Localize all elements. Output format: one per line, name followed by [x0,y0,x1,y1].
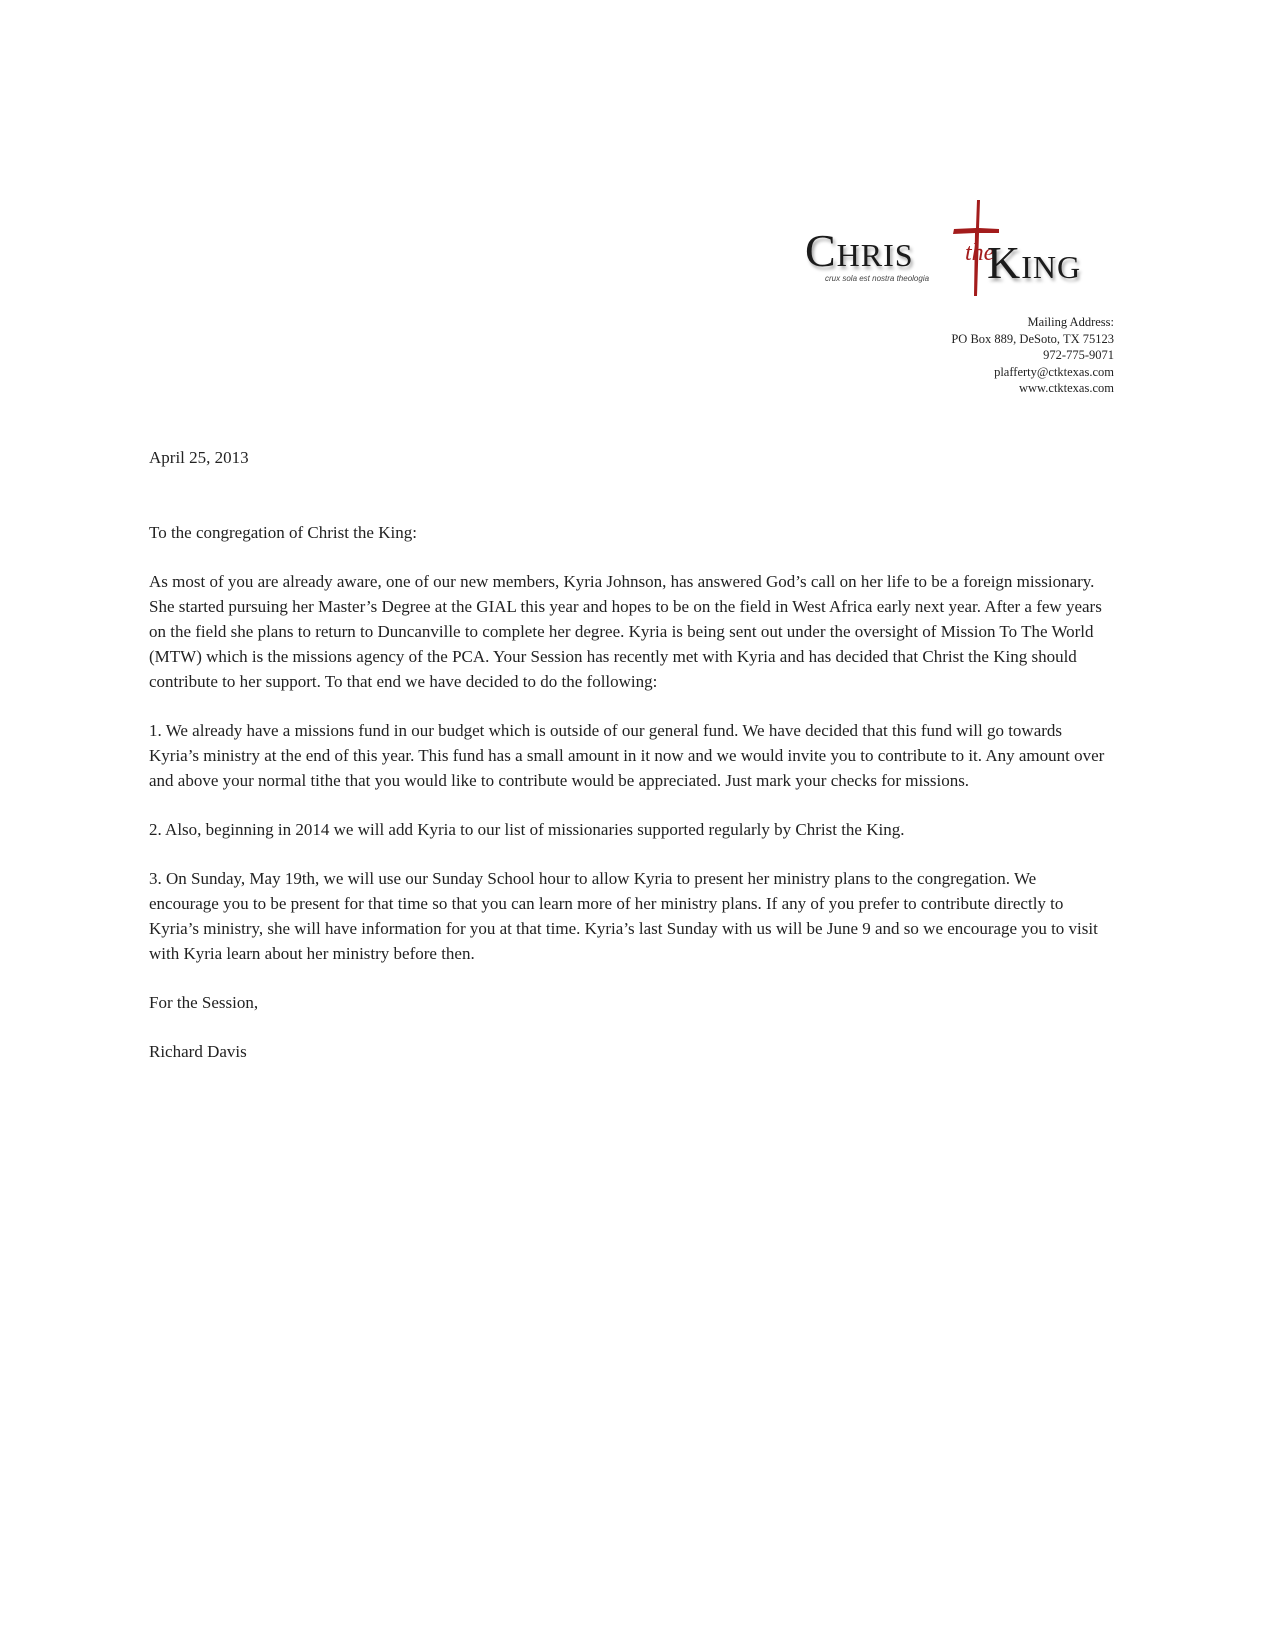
paragraph-intro: As most of you are already aware, one of our new members, Kyria Johnson, has answered God’s call on her life to be a foreign missionary. She started pursuing her Master’s Degree at the GIAL this year and hopes to be on the field in West Africa early next year. After a few years on the field she plans to return to Duncanville to complete her degree. Kyria is being sent out under the oversight of Mission To The World (MTW) which is the missions agency of the PCA. Your Session has recently met with Kyria and has decided that Christ the King should contribute to her support. To that end we have decided to do the following: [149,572,1102,691]
logo-word-christ: Chris [805,225,914,276]
paragraph-item-1: 1. We already have a missions fund in our budget which is outside of our general fund. We have decided that this fund will go towards Kyria’s ministry at the end of this year. This fund has a small amount in it now and we would invite you to contribute to it. Any amount over and above your normal tithe that you would like to contribute would be appreciated. Just mark your checks for missions. [149,721,1105,790]
signature: Richard Davis [149,1042,247,1061]
closing: For the Session, [149,993,259,1012]
letter-date: April 25, 2013 [149,448,249,467]
logo-word-king: King [987,237,1082,288]
salutation: To the congregation of Christ the King: [149,523,417,542]
address-po-box: PO Box 889, DeSoto, TX 75123 [951,331,1114,346]
paragraph-item-2: 2. Also, beginning in 2014 we will add Kyria to our list of missionaries supported regularly by Christ the King. [149,820,905,839]
paragraph-item-3: 3. On Sunday, May 19th, we will use our Sunday School hour to allow Kyria to present her ministry plans to the congregation. We encourage you to be present for that time so that you can learn more of her ministry plans. If any of you prefer to contribute directly to Kyria’s ministry, she will have information for you at that time. Kyria’s last Sunday with us will be June 9 and so we encourage you to visit with Kyria learn about her ministry before then. [149,869,1098,963]
mailing-address-block [951,314,1114,397]
logo-motto: crux sola est nostra theologia [825,274,930,283]
address-label: Mailing Address: [1027,315,1114,329]
logo-word-the: the [965,240,995,266]
address-email: plafferty@ctktexas.com [994,364,1114,379]
address-phone: 972-775-9071 [1043,348,1114,362]
address-website: www.ctktexas.com [1019,381,1114,395]
church-logo [805,198,1105,288]
letter-body [149,520,1109,1088]
